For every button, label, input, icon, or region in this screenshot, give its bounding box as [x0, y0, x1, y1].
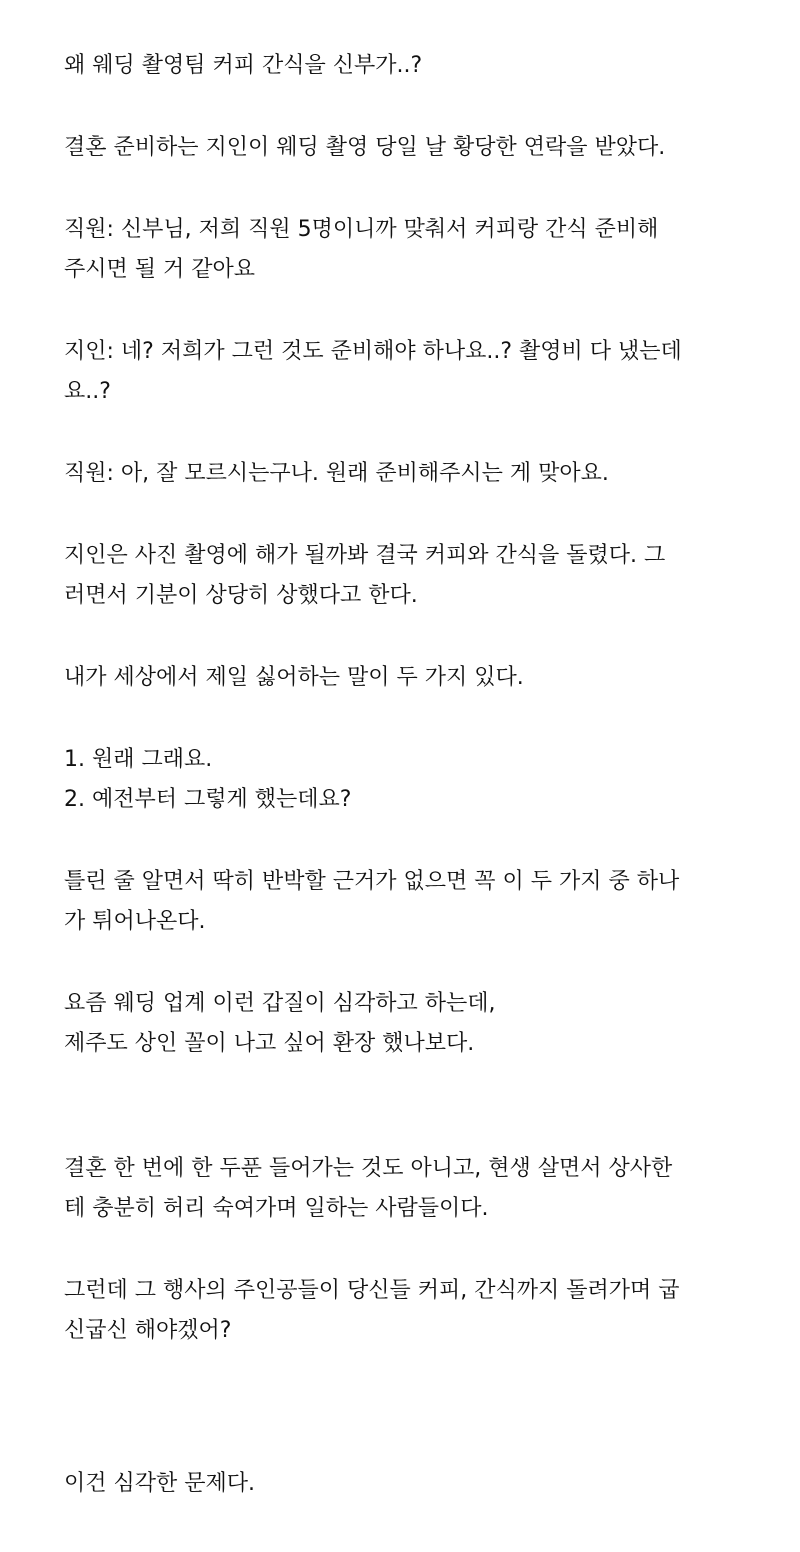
paragraph-line: 틀린 줄 알면서 딱히 반박할 근거가 없으면 꼭 이 두 가지 중 하나 — [64, 869, 680, 894]
paragraph-line: 내가 세상에서 제일 싫어하는 말이 두 가지 있다. — [64, 665, 524, 690]
dialogue-line: 직원: 신부님, 저희 직원 5명이니까 맞춰서 커피랑 간식 준비해 — [64, 217, 659, 242]
paragraph-line: 그런데 그 행사의 주인공들이 당신들 커피, 간식까지 돌려가며 굽 — [64, 1278, 680, 1303]
dialogue-line: 직원: 아, 잘 모르시는구나. 원래 준비해주시는 게 맞아요. — [64, 461, 609, 486]
list-item: 2. 예전부터 그렇게 했는데요? — [64, 787, 352, 812]
paragraph-line: 신굽신 해야겠어? — [64, 1318, 232, 1343]
paragraph-line: 가 튀어나온다. — [64, 909, 206, 934]
paragraph-line: 결혼 준비하는 지인이 웨딩 촬영 당일 날 황당한 연락을 받았다. — [64, 135, 666, 160]
paragraph-line: 러면서 기분이 상당히 상했다고 한다. — [64, 583, 418, 608]
post-title-line: 왜 웨딩 촬영팀 커피 간식을 신부가..? — [64, 53, 423, 78]
dialogue-line: 요..? — [64, 379, 111, 404]
paragraph-line: 제주도 상인 꼴이 나고 싶어 환장 했나보다. — [64, 1031, 475, 1056]
paragraph-line: 요즘 웨딩 업계 이런 갑질이 심각하고 하는데, — [64, 991, 496, 1016]
closing-line: 이건 심각한 문제다. — [64, 1471, 255, 1496]
paragraph-line: 테 충분히 허리 숙여가며 일하는 사람들이다. — [64, 1196, 489, 1221]
list-item: 1. 원래 그래요. — [64, 747, 213, 772]
dialogue-line: 주시면 될 거 같아요 — [64, 257, 255, 282]
paragraph-line: 결혼 한 번에 한 두푼 들어가는 것도 아니고, 현생 살면서 상사한 — [64, 1156, 673, 1181]
paragraph-line: 지인은 사진 촬영에 해가 될까봐 결국 커피와 간식을 돌렸다. 그 — [64, 543, 666, 568]
dialogue-line: 지인: 네? 저희가 그런 것도 준비해야 하나요..? 촬영비 다 냈는데 — [64, 339, 682, 364]
